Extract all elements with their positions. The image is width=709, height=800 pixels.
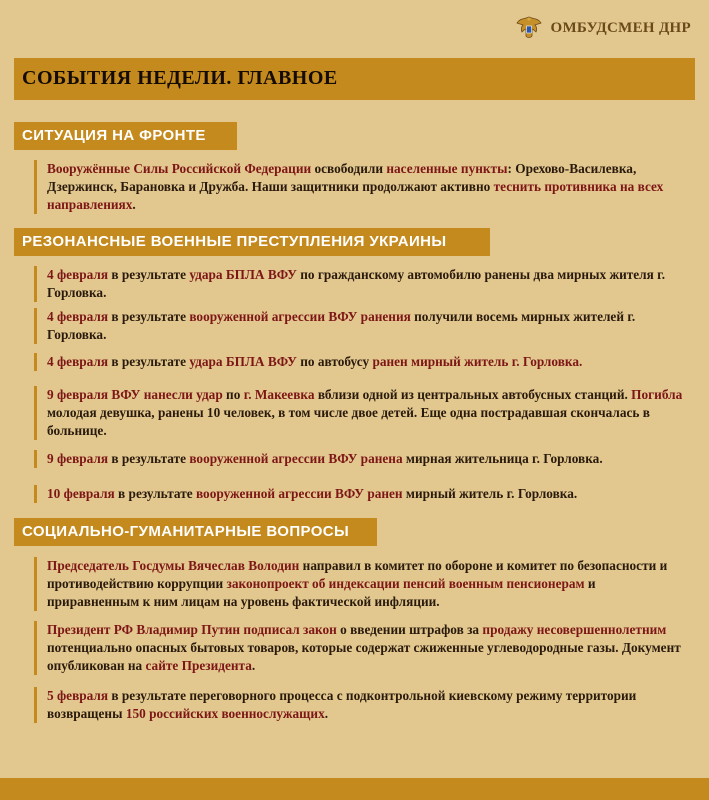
eagle-emblem-icon [515, 14, 543, 42]
list-item [34, 450, 684, 468]
list-item [34, 308, 684, 344]
list-item [34, 557, 684, 611]
highlight-text: населенные пункты [386, 161, 508, 176]
highlight-text: 4 февраля [47, 309, 109, 324]
body-text: мирная жительница г. Горловка. [402, 451, 603, 466]
highlight-text: ранен мирный житель г. Горловка. [372, 354, 583, 369]
footer-bar [0, 778, 709, 800]
list-item [34, 353, 684, 371]
body-text: в результате [108, 267, 190, 282]
body-text: в результате переговорного процесса с подконтрольной киевскому режиму территории возвращены [47, 688, 637, 721]
body-text: в результате [114, 486, 196, 501]
body-text: : Орехово-Василевка, Дзержинск, Барановка и Дружба. Наши защитники продолжают активно [47, 161, 637, 194]
list-item [34, 266, 684, 302]
highlight-text: 150 российских военнослужащих [125, 706, 325, 721]
page-title: СОБЫТИЯ НЕДЕЛИ. ГЛАВНОЕ [22, 67, 338, 89]
body-text: в результате [108, 451, 190, 466]
list-item [34, 687, 684, 723]
body-text: . [324, 706, 329, 721]
org-name: ОМБУДСМЕН ДНР [550, 19, 691, 36]
body-text: мирный житель г. Горловка. [402, 486, 578, 501]
list-item [34, 621, 684, 675]
body-text: по автобусу [296, 354, 373, 369]
list-item [34, 160, 684, 214]
highlight-text: вооруженной агрессии ВФУ ранен [195, 486, 403, 501]
highlight-text: Вооружённые Силы Российской Федерации [47, 161, 312, 176]
list-item [34, 386, 684, 440]
body-text: в результате [108, 354, 190, 369]
body-text: освободили [311, 161, 387, 176]
body-text: направил в комитет по обороне и комитет по безопасности и противодействию коррупции [47, 558, 668, 591]
body-text: получили восемь мирных жителей г. Горловка. [47, 309, 636, 342]
main-title-bar [14, 58, 695, 100]
section-header-war-crimes [14, 228, 490, 256]
section-title: СОЦИАЛЬНО-ГУМАНИТАРНЫЕ ВОПРОСЫ [22, 523, 350, 540]
highlight-text: Погибла [631, 387, 683, 402]
body-text: по [222, 387, 244, 402]
header [515, 14, 692, 42]
body-text: в результате [108, 309, 190, 324]
highlight-text: Председатель Госдумы Вячеслав Володин [47, 558, 300, 573]
highlight-text: теснить противника на всех направлениях [47, 179, 664, 212]
highlight-text: сайте Президента [145, 658, 252, 673]
section-header-social [14, 518, 377, 546]
body-text: потенциально опасных бытовых товаров, которые содержат сжиженные углеводородные газы. Документ опубликован на [47, 640, 681, 673]
highlight-text: 4 февраля [47, 267, 109, 282]
body-text: вблизи одной из центральных автобусных станций. [314, 387, 632, 402]
highlight-text: Президент РФ Владимир Путин подписал закон [47, 622, 337, 637]
highlight-text: 9 февраля [47, 451, 109, 466]
highlight-text: г. Макеевка [243, 387, 315, 402]
section-header-front [14, 122, 237, 150]
body-text: по гражданскому автомобилю ранены два мирных жителя г. Горловка. [47, 267, 666, 300]
highlight-text: 10 февраля [47, 486, 115, 501]
highlight-text: удара БПЛА ВФУ [189, 354, 297, 369]
highlight-text: продажу несовершеннолетним [482, 622, 667, 637]
highlight-text: законопроект об индексации пенсий военным пенсионерам [226, 576, 585, 591]
highlight-text: 4 февраля [47, 354, 109, 369]
list-item [34, 485, 684, 503]
section-title: РЕЗОНАНСНЫЕ ВОЕННЫЕ ПРЕСТУПЛЕНИЯ УКРАИНЫ [22, 233, 447, 250]
body-text: и приравненным к ним лицам на уровень фактической инфляции. [47, 576, 596, 609]
section-title: СИТУАЦИЯ НА ФРОНТЕ [22, 127, 206, 144]
highlight-text: вооруженной агрессии ВФУ ранения [189, 309, 411, 324]
highlight-text: вооруженной агрессии ВФУ ранена [189, 451, 403, 466]
body-text: . [132, 197, 136, 212]
highlight-text: удара БПЛА ВФУ [189, 267, 297, 282]
body-text: . [251, 658, 256, 673]
highlight-text: 9 февраля ВФУ нанесли удар [47, 387, 223, 402]
body-text: о введении штрафов за [336, 622, 483, 637]
highlight-text: 5 февраля [47, 688, 109, 703]
body-text: молодая девушка, ранены 10 человек, в том числе двое детей. Еще одна пострадавшая скончалась в больнице. [47, 405, 650, 438]
